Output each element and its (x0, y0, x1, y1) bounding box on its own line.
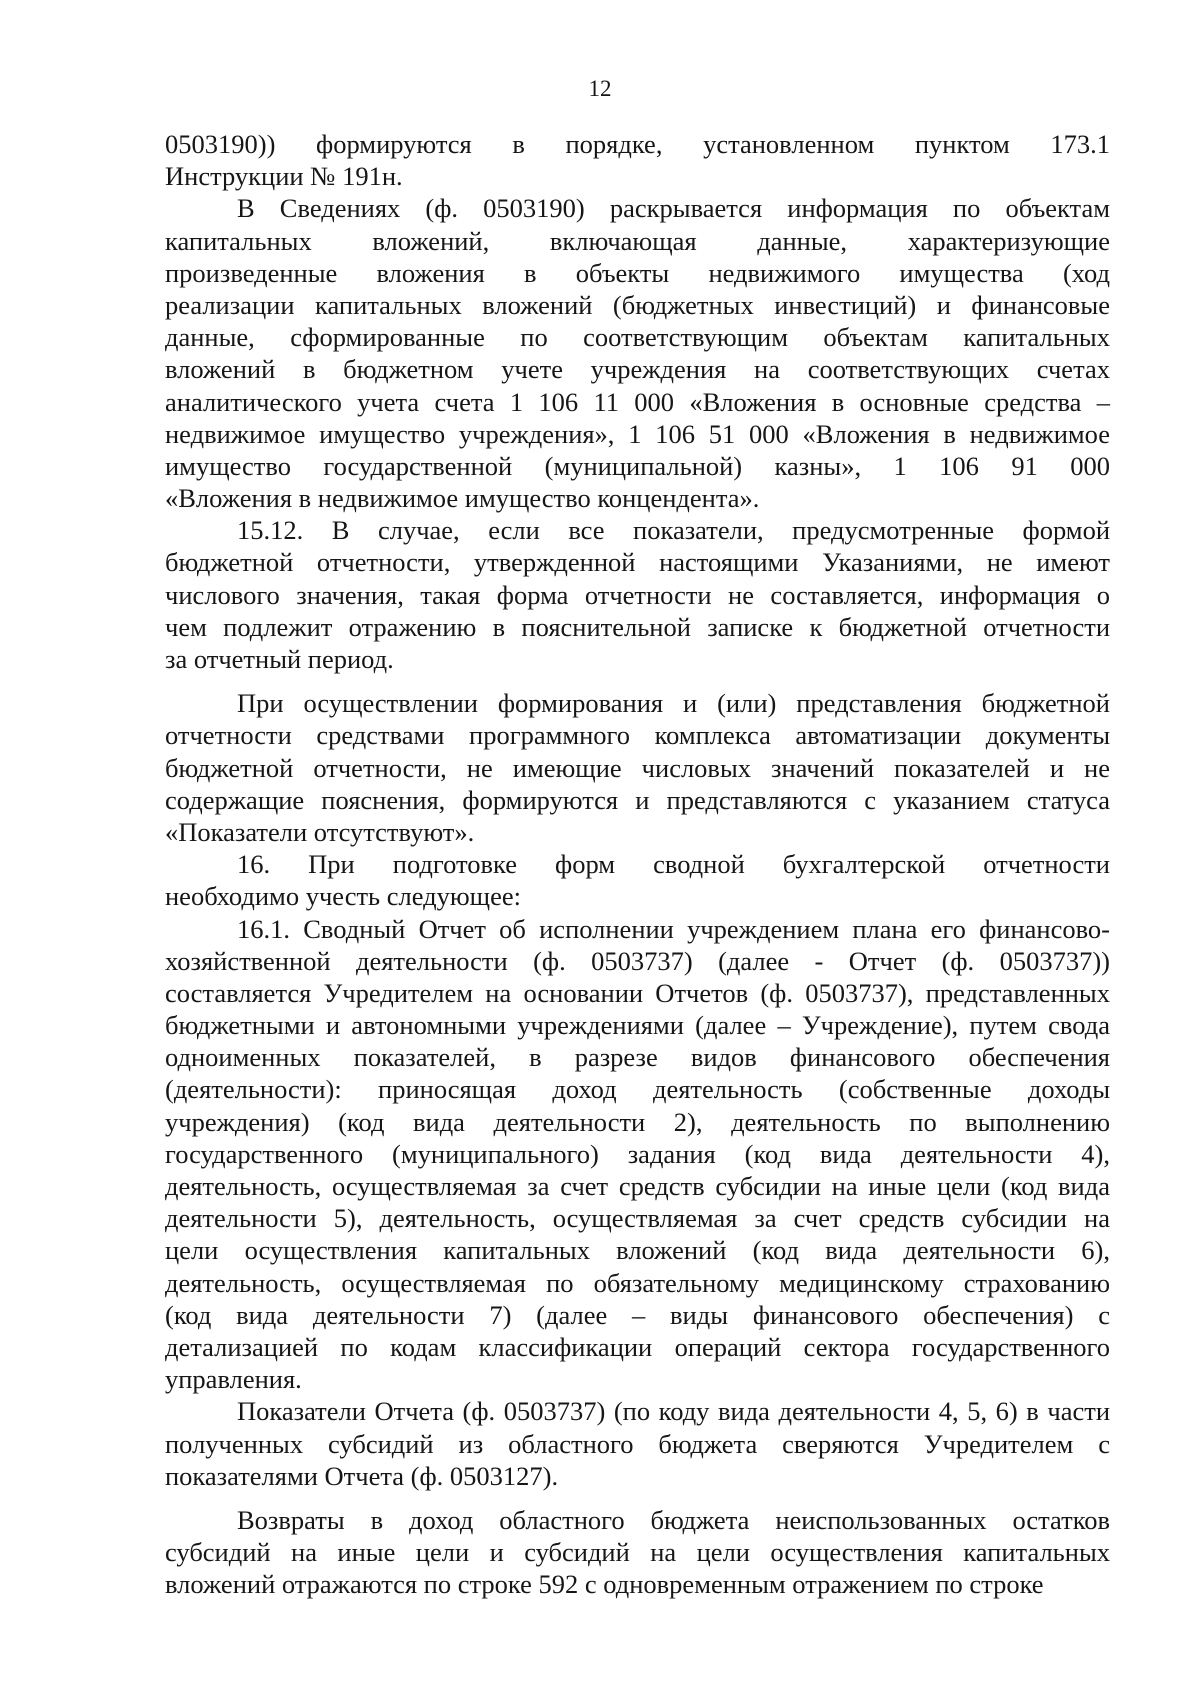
text-line: 15.12. В случае, если все показатели, предусмотренные формой (237, 515, 1110, 546)
text-line: учреждения) (код вида деятельности 2), деятельность по выполнению (165, 1106, 1110, 1137)
text-line: «Вложения в недвижимое имущество концендента». (165, 483, 760, 514)
document-body (165, 128, 1110, 1600)
text-line: бюджетной отчетности, не имеющие числовых значений показателей и не (165, 752, 1110, 783)
text-line: Возвраты в доход областного бюджета неиспользованных остатков (237, 1504, 1110, 1535)
text-line: капитальных вложений, включающая данные, характеризующие (165, 225, 1110, 256)
text-line: составляется Учредителем на основании Отчетов (ф. 0503737), представленных (165, 977, 1110, 1008)
paragraph-gap (165, 675, 1110, 687)
text-line: показателями Отчета (ф. 0503127). (165, 1460, 559, 1491)
text-line: (деятельности): приносящая доход деятельность (собственные доходы (165, 1074, 1110, 1105)
text-line: произведенные вложения в объекты недвижимого имущества (ход (165, 257, 1110, 288)
text-line: деятельности 5), деятельность, осуществляемая за счет средств субсидии на (165, 1203, 1110, 1234)
text-line: одноименных показателей, в разрезе видов финансового обеспечения (165, 1042, 1110, 1073)
text-line: реализации капитальных вложений (бюджетных инвестиций) и финансовые (165, 289, 1110, 320)
text-line: «Показатели отсутствуют». (165, 816, 475, 847)
text-line: полученных субсидий из областного бюджета сверяются Учредителем с (165, 1428, 1110, 1459)
text-line: 16.1. Сводный Отчет об исполнении учреждением плана его финансово- (237, 913, 1110, 944)
text-line: хозяйственной деятельности (ф. 0503737) (далее - Отчет (ф. 0503737)) (165, 945, 1110, 976)
text-line: бюджетными и автономными учреждениями (далее – Учреждение), путем свода (165, 1010, 1110, 1041)
text-line: недвижимое имущество учреждения», 1 106 51 000 «Вложения в недвижимое (165, 418, 1110, 449)
paragraph (165, 128, 1110, 192)
text-line: деятельность, осуществляемая по обязательному медицинскому страхованию (165, 1267, 1110, 1298)
text-line: государственного (муниципального) задания (код вида деятельности 4), (165, 1138, 1110, 1169)
paragraph (165, 514, 1110, 675)
text-line: аналитического учета счета 1 106 11 000 «Вложения в основные средства – (165, 386, 1110, 417)
text-line: Показатели Отчета (ф. 0503737) (по коду вида деятельности 4, 5, 6) в части (237, 1396, 1110, 1427)
page-number: 12 (588, 76, 612, 101)
paragraph (165, 1504, 1110, 1601)
text-line: за отчетный период. (165, 644, 394, 674)
text-line: деятельность, осуществляемая за счет средств субсидии на иные цели (код вида (165, 1171, 1110, 1201)
text-line: бюджетной отчетности, утвержденной настоящими Указаниями, не имеют (165, 547, 1110, 578)
text-line: данные, сформированные по соответствующим объектам капитальных (165, 322, 1110, 353)
text-line: детализацией по кодам классификации операций сектора государственного (165, 1331, 1110, 1362)
text-line: субсидий на иные цели и субсидий на цели осуществления капитальных (165, 1537, 1110, 1568)
paragraph-gap (165, 1492, 1110, 1504)
text-line: необходимо учесть следующее: (165, 881, 521, 912)
text-line: имущество государственной (муниципальной) казны», 1 106 91 000 (165, 450, 1110, 481)
text-line: При осуществлении формирования и (или) представления бюджетной (237, 688, 1110, 719)
text-line: Инструкции № 191н. (165, 161, 403, 192)
text-line: вложений в бюджетном учете учреждения на соответствующих счетах (165, 354, 1110, 385)
paragraph (165, 848, 1110, 912)
text-line: цели осуществления капитальных вложений (код вида деятельности 6), (165, 1235, 1110, 1266)
text-line: 0503190)) формируются в порядке, установленном пунктом 173.1 (165, 129, 1110, 159)
text-line: отчетности средствами программного комплекса автоматизации документы (165, 720, 1110, 751)
text-line: (код вида деятельности 7) (далее – виды финансового обеспечения) с (165, 1299, 1110, 1330)
text-line: управления. (165, 1364, 302, 1395)
text-line: содержащие пояснения, формируются и представляются с указанием статуса (165, 784, 1110, 815)
paragraph (165, 192, 1110, 514)
text-line: вложений отражаются по строке 592 с одновременным отражением по строке (165, 1569, 1044, 1600)
paragraph (165, 687, 1110, 848)
text-line: чем подлежит отражению в пояснительной записке к бюджетной отчетности (165, 611, 1110, 642)
paragraph (165, 913, 1110, 1396)
text-line: В Сведениях (ф. 0503190) раскрывается информация по объектам (237, 193, 1110, 224)
text-line: числового значения, такая форма отчетности не составляется, информация о (165, 579, 1110, 610)
text-line: 16. При подготовке форм сводной бухгалтерской отчетности (237, 849, 1110, 880)
paragraph (165, 1395, 1110, 1492)
